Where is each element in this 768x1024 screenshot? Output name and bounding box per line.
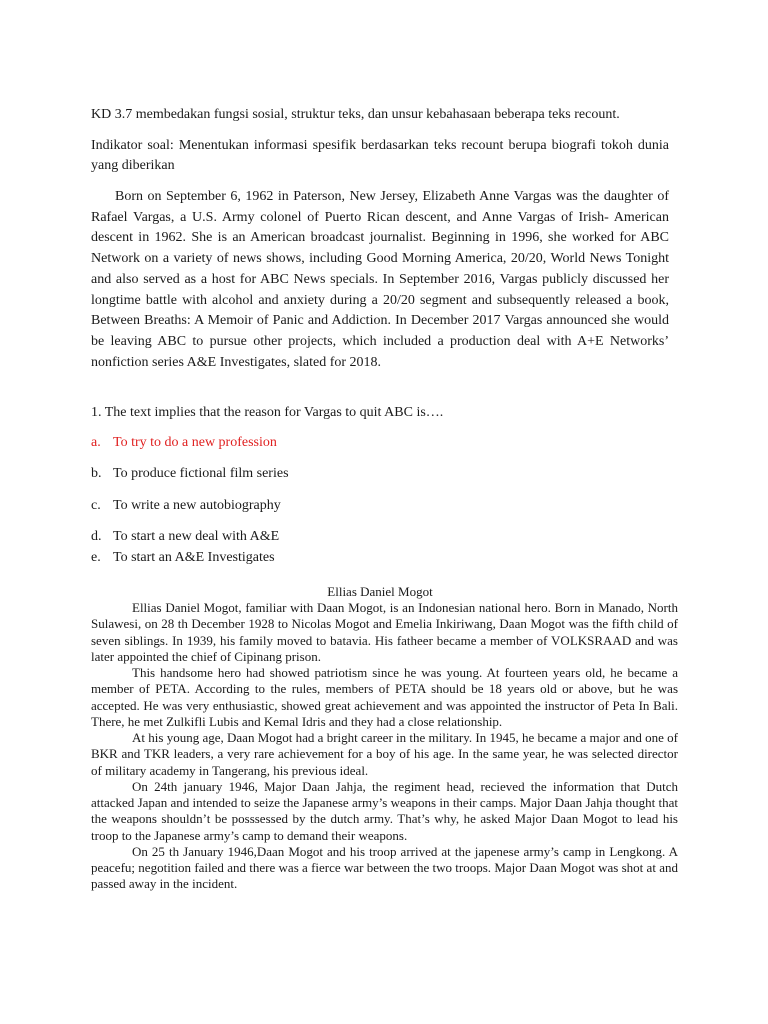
option-b: [91, 464, 669, 484]
indikator-soal: Indikator soal: Menentukan informasi spesifik berdasarkan teks recount berupa biografi tokoh dunia yang diberikan: [91, 138, 669, 173]
option-letter: b.: [91, 466, 102, 481]
passage-vargas: Born on September 6, 1962 in Paterson, New Jersey, Elizabeth Anne Vargas was the daughter of Rafael Vargas, a U.S. Army colonel of Puerto Rican descent, and Anne Vargas of Irish- American descent in 1962. She is an American broadcast journalist. Beginning in 1996, she worked for ABC Network on a variety of news shows, including Good Morning America, 20/20, World News Tonight and also served as a host for ABC News specials. In September 2016, Vargas publicly discussed her longtime battle with alcohol and anxiety during a 20/20 segment and subsequently released a book, Between Breaths: A Memoir of Panic and Addiction. In December 2017 Vargas announced she would be leaving ABC to pursue other projects, which included a production deal with A+E Networks’ nonfiction series A&E Investigates, slated for 2018.: [91, 189, 669, 370]
option-text: To try to do a new profession: [113, 435, 277, 450]
paragraph: On 24th january 1946, Major Daan Jahja, the regiment head, recieved the information that Dutch attacked Japan and intended to seize the Japanese army’s weapons in their camps. Major Daan Jahja thought that the weapons shouldn’t be posssessed by the dutch army. That’s why, he asked Major Daan Mogot to lead his troop to the Japanese army’s camp to demand their weapons.: [91, 778, 678, 843]
option-letter: e.: [91, 550, 101, 565]
option-e: [91, 548, 669, 568]
option-c: [91, 496, 669, 516]
paragraph: At his young age, Daan Mogot had a bright career in the military. In 1945, he became a major and one of BKR and TKR leaders, a very rare achievement for a boy of his age. In the same year, he was selected director of military academy in Tangerang, his previous ideal.: [91, 730, 678, 778]
option-letter: d.: [91, 529, 102, 544]
option-text: To start an A&E Investigates: [113, 550, 275, 565]
option-text: To start a new deal with A&E: [113, 529, 280, 544]
paragraph: This handsome hero had showed patriotism since he was young. At fourteen years old, he became a member of PETA. According to the rules, members of PETA should be 18 years old or above, but he was accepted. He was very enthusiastic, showed great achievement and was appointed the instructor of Peta In Bali. There, he met Zulkifli Lubis and Kemal Idris and they had a close relationship.: [91, 665, 678, 729]
paragraph: Ellias Daniel Mogot, familiar with Daan Mogot, is an Indonesian national hero. Born in Manado, North Sulawesi, on 28 th December 1928 to Nicolas Mogot and Emelia Inkiriwang, Daan Mogot was the fifth child of seven siblings. In 1939, his family moved to batavia. His fatheer became a member of VOLKSRAAD and was later appointed the chief of Cipinang prison.: [91, 600, 678, 664]
option-text: To produce fictional film series: [113, 466, 289, 481]
kd-line: KD 3.7 membedakan fungsi sosial, struktur teks, dan unsur kebahasaan beberapa teks recount.: [91, 107, 620, 122]
paragraph: On 25 th January 1946,Daan Mogot and his troop arrived at the japenese army’s camp in Lengkong. A peacefu; negotition failed and there was a fierce war between the two troops. Major Daan Mogot was shot at and passed away in the incident.: [91, 843, 678, 892]
option-letter: a.: [91, 435, 101, 450]
option-letter: c.: [91, 498, 101, 513]
passage-title: Ellias Daniel Mogot: [327, 584, 433, 599]
option-a: [91, 433, 669, 453]
question-1: 1. The text implies that the reason for Vargas to quit ABC is….: [91, 405, 444, 420]
option-d: [91, 527, 669, 547]
option-text: To write a new autobiography: [113, 498, 281, 513]
passage-mogot: [91, 600, 678, 893]
